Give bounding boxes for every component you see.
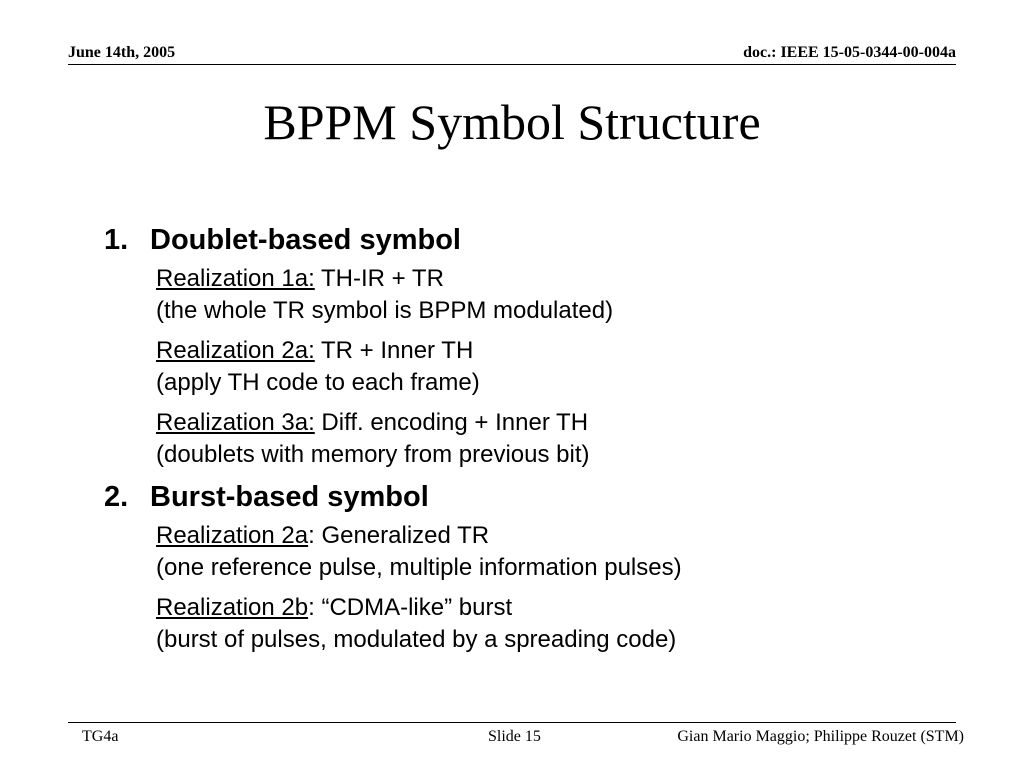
realization-line (156, 592, 964, 624)
realization-text: TR + Inner TH (314, 337, 474, 364)
section-number: 1. (104, 224, 129, 256)
realization-label: Realization 2a: (156, 337, 315, 364)
realization-label: Realization 2a (156, 522, 309, 549)
section-heading (104, 479, 964, 516)
realization-note: (one reference pulse, multiple information pulses) (156, 554, 682, 581)
footer-rule (68, 722, 956, 723)
footer-authors: Gian Mario Maggio; Philippe Rouzet (STM) (677, 728, 964, 745)
header-doc-id: doc.: IEEE 15-05-0344-00-004a (743, 44, 956, 61)
realization-item (156, 520, 964, 584)
header-date: June 14th, 2005 (68, 44, 176, 61)
realization-note: (apply TH code to each frame) (156, 369, 480, 396)
footer-slide-number: Slide 15 (488, 728, 541, 745)
realization-line (156, 335, 964, 367)
realization-label: Realization 2b (156, 594, 309, 621)
realization-line (156, 520, 964, 552)
section-title: Burst-based symbol (150, 481, 429, 513)
realization-text: Diff. encoding + Inner TH (314, 409, 589, 436)
realization-label: Realization 3a: (156, 409, 315, 436)
realization-label: Realization 1a: (156, 265, 315, 292)
realization-note: (the whole TR symbol is BPPM modulated) (156, 297, 614, 324)
section-burst-based (104, 479, 964, 656)
realization-note: (doublets with memory from previous bit) (156, 441, 590, 468)
realization-item (156, 592, 964, 656)
realization-text: : “CDMA-like” burst (308, 594, 513, 621)
realization-text: : Generalized TR (308, 522, 490, 549)
section-doublet-based (104, 222, 964, 471)
section-title: Doublet-based symbol (150, 224, 461, 256)
slide-content (104, 222, 964, 656)
footer-group: TG4a (82, 728, 119, 745)
realization-text: TH-IR + TR (314, 265, 444, 292)
realization-note: (burst of pulses, modulated by a spreading code) (156, 626, 677, 653)
slide-title: BPPM Symbol Structure (263, 94, 761, 150)
section-heading (104, 222, 964, 259)
realization-line (156, 263, 964, 295)
header-rule (68, 64, 956, 65)
realization-item (156, 335, 964, 399)
realization-line (156, 407, 964, 439)
realization-item (156, 263, 964, 327)
realization-item (156, 407, 964, 471)
section-number: 2. (104, 481, 129, 513)
